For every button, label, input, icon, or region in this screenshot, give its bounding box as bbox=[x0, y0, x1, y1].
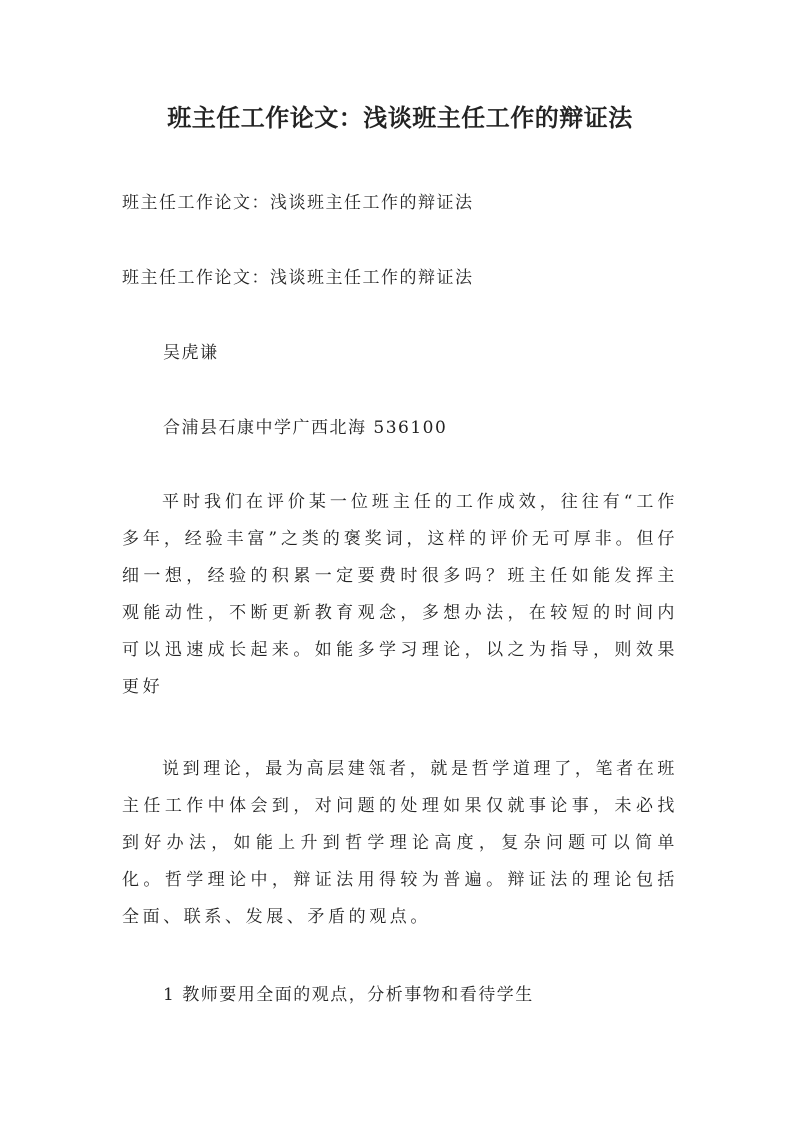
body-paragraph-2: 说到理论，最为高层建瓴者，就是哲学道理了，笔者在班主任工作中体会到，对问题的处理如果仅就事论事，未必找到好办法，如能上升到哲学理论高度，复杂问题可以简单化。哲学理论中，辩证法用得较为普遍。辩证法的理论包括全面、联系、发展、矛盾的观点。 bbox=[122, 759, 678, 927]
document-title: 班主任工作论文：浅谈班主任工作的辩证法 bbox=[167, 103, 633, 132]
subtitle-line-2: 班主任工作论文：浅谈班主任工作的辩证法 bbox=[122, 268, 474, 288]
subtitle-line-1: 班主任工作论文：浅谈班主任工作的辩证法 bbox=[122, 193, 474, 213]
author-name: 吴虎谦 bbox=[163, 343, 219, 363]
body-paragraph-1: 平时我们在评价某一位班主任的工作成效，往往有“工作多年，经验丰富”之类的褒奖词，这样的评价无可厚非。但仔细一想，经验的积累一定要费时很多吗？班主任如能发挥主观能动性，不断更新教育观念，多想办法，在较短的时间内可以迅速成长起来。如能多学习理论，以之为指导，则效果更好 bbox=[122, 492, 678, 697]
author-affiliation: 合浦县石康中学广西北海 536100 bbox=[163, 418, 448, 438]
section-heading: 1 教师要用全面的观点，分析事物和看待学生 bbox=[163, 985, 534, 1005]
